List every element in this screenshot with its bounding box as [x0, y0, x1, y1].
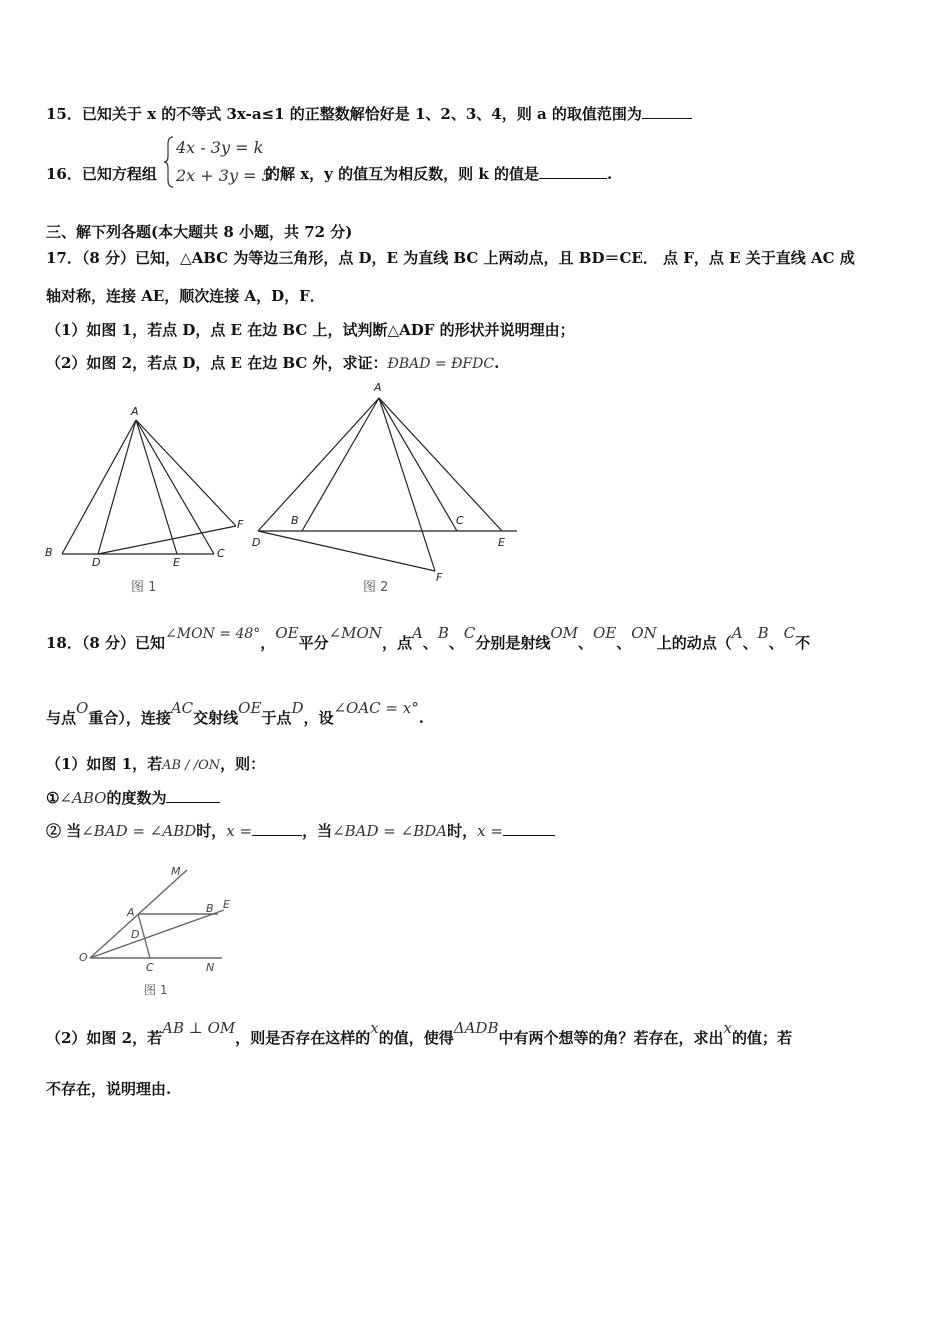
math-c: C: [463, 624, 476, 642]
answer-blank[interactable]: [642, 104, 692, 119]
text: 时，: [447, 822, 478, 840]
math-d: D: [291, 699, 304, 717]
text: ② 当: [46, 822, 82, 840]
text: 的值，使得: [378, 1029, 454, 1047]
q17-line1: 17．（8 分）已知，△ABC 为等边三角形，点 D，E 为直线 BC 上两动点，且 BD＝CE． 点 F，点 E 关于直线 AC 成: [46, 249, 855, 267]
math-triangle-adb: ΔADB: [453, 1019, 499, 1037]
text: .: [418, 709, 424, 727]
math-bad-bda: ∠BAD = ∠BDA: [332, 822, 448, 840]
label-O: O: [79, 951, 88, 964]
text: （2）如图 2，若: [46, 1029, 163, 1047]
figure-caption: 图 2: [363, 580, 389, 595]
q17-part2: [46, 352, 499, 373]
equation-2: 2x + 3y = 5: [176, 166, 272, 185]
label-F: F: [237, 518, 244, 531]
figure-caption: 图 1: [144, 983, 168, 997]
figure-caption: 图 1: [131, 580, 157, 595]
text: ，点: [381, 634, 412, 652]
label-B: B: [291, 514, 299, 527]
q17-line2: 轴对称，连接 AE，顺次连接 A，D，F．: [46, 287, 325, 305]
text: （1）如图 1，若: [46, 755, 163, 773]
text: 、: [768, 634, 784, 652]
text: 的度数为: [106, 789, 167, 807]
text: ，当: [302, 822, 333, 840]
text: 、: [422, 634, 438, 652]
figure-17-1: [40, 400, 250, 575]
math-oe: OE: [593, 624, 617, 642]
text: 时，: [196, 822, 227, 840]
text: ①: [46, 789, 60, 807]
label-A: A: [131, 405, 139, 418]
q17-part2-prefix: （2）如图 2，若点 D，点 E 在边 BC 外，求证：: [46, 354, 388, 372]
label-A: A: [374, 381, 382, 394]
math-x: x: [370, 1019, 379, 1037]
math-b: B: [437, 624, 449, 642]
math-on: ON: [631, 624, 657, 642]
text: 交射线: [193, 709, 239, 727]
text: 上的动点（: [656, 634, 732, 652]
q16-suffix: 的解 x，y 的值互为相反数，则 k 的值是: [265, 165, 539, 183]
math-angle-equation: ÐBAD = ÐFDC: [387, 356, 495, 372]
math-abo: ∠ABO: [59, 789, 107, 807]
math-x: x: [723, 1019, 732, 1037]
q18-part2: [46, 1019, 792, 1048]
math-o: O: [76, 699, 89, 717]
text: ，则是否存在这样的: [235, 1029, 371, 1047]
q18-part1: [46, 753, 265, 774]
label-F: F: [436, 571, 443, 583]
math-om: OM: [550, 624, 579, 642]
text: 、: [742, 634, 758, 652]
label-M: M: [171, 865, 181, 878]
answer-blank[interactable]: [252, 821, 302, 836]
question-16-suffix: [265, 163, 612, 184]
q16-prefix: 16．已知方程组: [46, 165, 157, 183]
question-15: [46, 103, 692, 124]
text: 与点: [46, 709, 77, 727]
math-angle-mon: ∠MON = 48°: [165, 626, 261, 642]
math-oac: ∠OAC = x°: [333, 699, 419, 717]
math-bad-abd: ∠BAD = ∠ABD: [81, 822, 197, 840]
text: 中有两个想等的角？若存在，求出: [498, 1029, 724, 1047]
q17-part1: （1）如图 1，若点 D，点 E 在边 BC 上，试判断△ADF 的形状并说明理由；: [46, 321, 575, 339]
figure-18-1: [72, 860, 247, 1000]
answer-blank[interactable]: [503, 821, 555, 836]
answer-blank[interactable]: [539, 164, 607, 179]
math-a: A: [731, 624, 743, 642]
text: ，: [260, 634, 276, 652]
equation-brace: [164, 136, 174, 188]
q18-sub2: [46, 820, 555, 841]
q17-part2-end: .: [494, 354, 500, 372]
math-b: B: [757, 624, 769, 642]
q18-sub1: [46, 787, 220, 808]
text: 18．（8 分）已知: [46, 634, 166, 652]
math-oe: OE: [275, 624, 299, 642]
q15-text: 15．已知关于 x 的不等式 3x-a≤1 的正整数解恰好是 1、2、3、4，则 a 的取值范围为: [46, 105, 642, 123]
equation-1: 4x - 3y = k: [176, 138, 264, 157]
text: ，设: [303, 709, 334, 727]
math-mon: ∠MON: [328, 624, 382, 642]
text: 、: [616, 634, 632, 652]
q18-line2: [46, 699, 424, 728]
label-C: C: [146, 961, 154, 974]
text: 不: [795, 634, 811, 652]
label-D: D: [131, 928, 140, 941]
math-x: x =: [477, 822, 503, 840]
question-16: [46, 163, 157, 184]
q16-end: .: [606, 165, 613, 183]
text: 重合），连接: [88, 709, 171, 727]
text: 分别是射线: [475, 634, 551, 652]
label-E: E: [223, 898, 230, 911]
label-A: A: [127, 906, 135, 919]
math-a: A: [411, 624, 423, 642]
label-D: D: [92, 556, 101, 569]
math-oe: OE: [238, 699, 262, 717]
math-x: x =: [226, 822, 253, 840]
label-C: C: [456, 514, 464, 527]
label-B: B: [206, 902, 214, 915]
label-C: C: [217, 547, 225, 560]
label-E: E: [498, 536, 505, 549]
q18-line1: [46, 624, 811, 653]
label-N: N: [206, 961, 215, 974]
math-ab-parallel-on: AB / /ON: [162, 758, 221, 773]
answer-blank[interactable]: [166, 788, 220, 803]
text: 平分: [298, 634, 329, 652]
text: 于点: [261, 709, 292, 727]
text: 、: [448, 634, 464, 652]
figure-17-2: [245, 378, 525, 583]
text: 的值；若: [731, 1029, 792, 1047]
label-B: B: [45, 546, 53, 559]
label-D: D: [252, 536, 261, 549]
text: ，则：: [220, 755, 266, 773]
math-c: C: [783, 624, 796, 642]
math-ac: AC: [170, 699, 194, 717]
section-title: 三、解下列各题(本大题共 8 小题，共 72 分): [46, 223, 353, 241]
q18-part2-line2: 不存在，说明理由.: [46, 1080, 172, 1098]
text: 、: [578, 634, 594, 652]
math-ab-perp-om: AB ⊥ OM: [162, 1019, 236, 1037]
label-E: E: [173, 556, 180, 569]
